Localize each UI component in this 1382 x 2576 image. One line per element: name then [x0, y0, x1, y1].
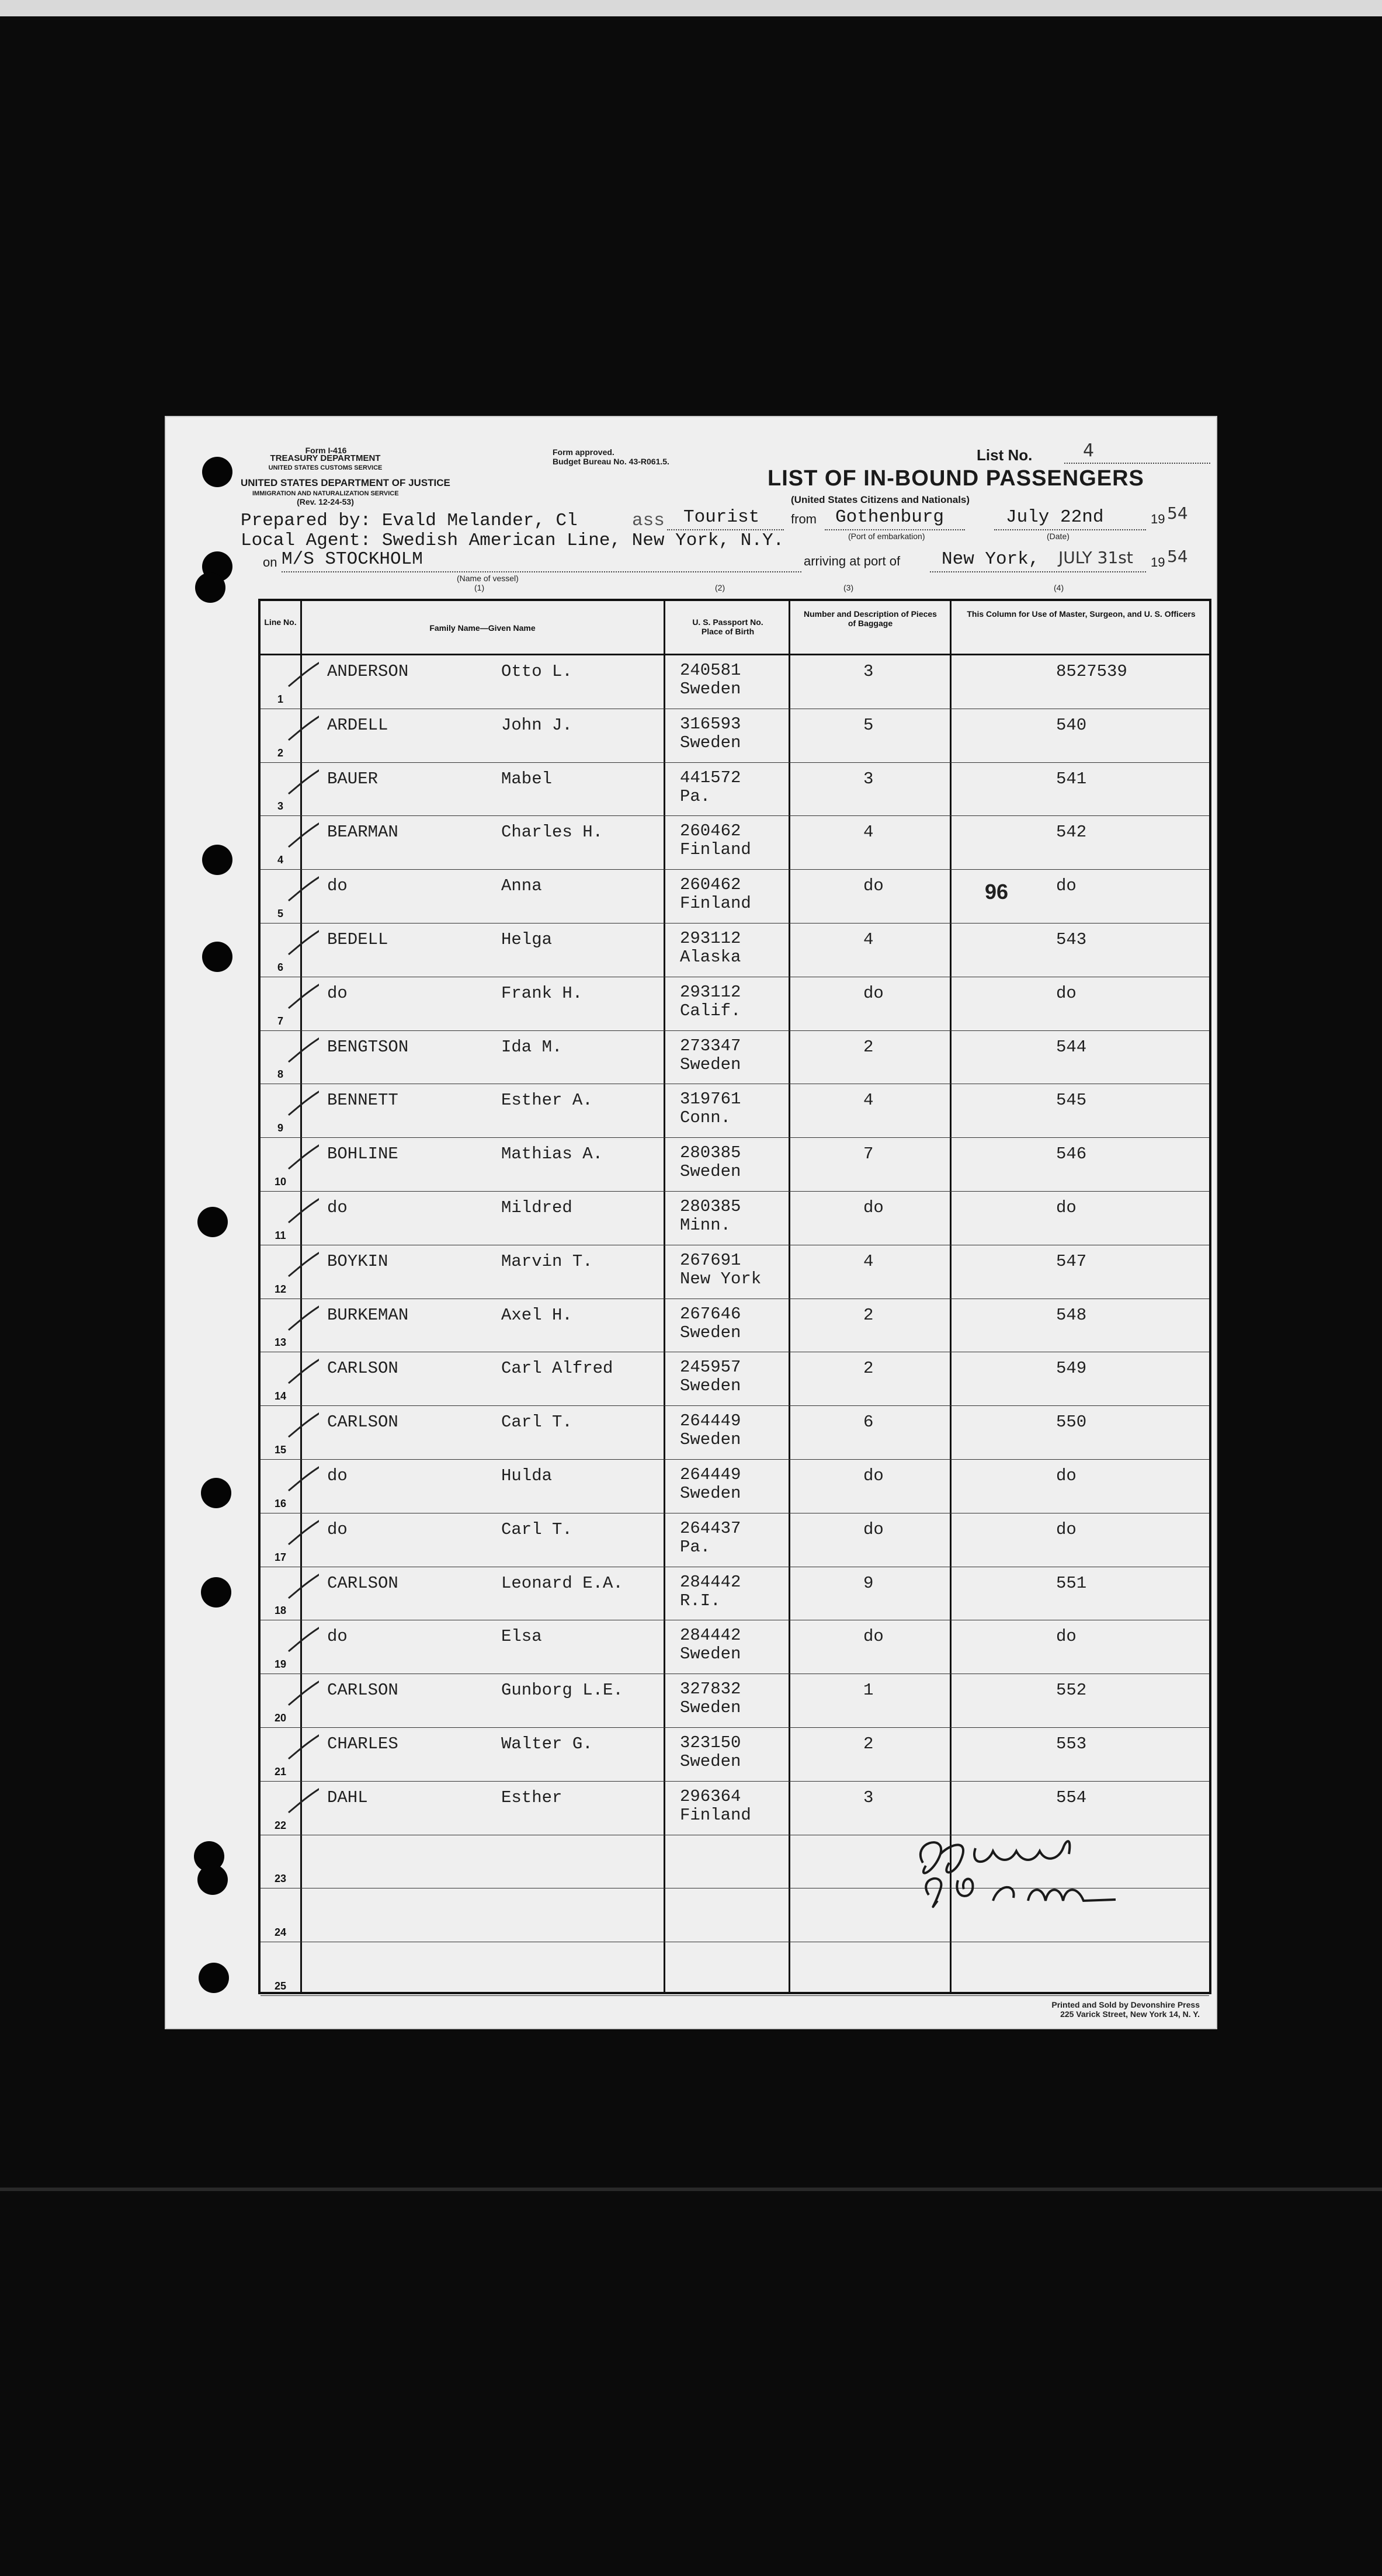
officer-entry: 548 — [1056, 1305, 1087, 1325]
customs-label: UNITED STATES CUSTOMS SERVICE — [268, 464, 383, 471]
family-name: BAUER — [327, 769, 379, 789]
passport-number: 441572 — [680, 768, 741, 787]
line-number: 1 — [277, 693, 283, 705]
col-divider — [664, 601, 665, 1992]
on-label: on — [263, 555, 277, 570]
line-number: 14 — [274, 1390, 287, 1402]
tick-mark-icon — [284, 926, 319, 956]
baggage-count: 4 — [863, 930, 874, 949]
line-number: 10 — [274, 1176, 287, 1188]
place-of-birth: Sweden — [680, 1698, 741, 1718]
tick-mark-icon — [284, 873, 319, 902]
officer-entry: 543 — [1056, 930, 1087, 949]
passport-number: 284442 — [680, 1572, 741, 1592]
budget-bureau: Budget Bureau No. 43-R061.5. — [553, 457, 669, 466]
year-prefix: 19 — [1151, 512, 1165, 526]
officer-entry: 547 — [1056, 1251, 1087, 1271]
given-name: Frank H. — [501, 983, 583, 1003]
given-name: Carl T. — [501, 1519, 572, 1539]
passport-number: 284442 — [680, 1626, 741, 1645]
line-number: 13 — [274, 1336, 287, 1349]
tick-mark-icon — [284, 1463, 319, 1492]
baggage-count: do — [863, 876, 884, 896]
tick-mark-icon — [284, 1785, 319, 1814]
tick-mark-icon — [284, 1516, 319, 1546]
place-of-birth: Pa. — [680, 1537, 711, 1557]
caption-3: (3) — [843, 583, 854, 592]
place-of-birth: Sweden — [680, 1162, 741, 1182]
baggage-count: 3 — [863, 769, 874, 789]
passport-number: 264449 — [680, 1465, 741, 1484]
family-name: do — [327, 1519, 348, 1539]
place-of-birth: Sweden — [680, 1752, 741, 1771]
passport-number: 280385 — [680, 1143, 741, 1163]
family-name: CARLSON — [327, 1573, 398, 1593]
family-name: CARLSON — [327, 1681, 398, 1700]
margin-note: 96 — [985, 880, 1009, 904]
passport-number: 267646 — [680, 1304, 741, 1324]
officer-entry: do — [1056, 1519, 1077, 1539]
tick-mark-icon — [284, 1623, 319, 1652]
header-divider — [261, 654, 1209, 655]
family-name: BOYKIN — [327, 1251, 388, 1271]
caption-2: (2) — [715, 583, 725, 592]
row-divider — [261, 869, 1209, 870]
punch-hole — [199, 1963, 229, 1993]
given-name: Esther — [501, 1787, 562, 1807]
class-value: Tourist — [683, 507, 760, 527]
baggage-count: 7 — [863, 1144, 874, 1164]
line-number: 11 — [275, 1229, 286, 1241]
line-number: 23 — [274, 1873, 287, 1885]
baggage-count: 4 — [863, 1251, 874, 1271]
place-of-birth: Finland — [680, 840, 751, 860]
tick-mark-icon — [284, 1731, 319, 1760]
passport-number: 264449 — [680, 1411, 741, 1431]
family-name: BURKEMAN — [327, 1305, 409, 1325]
embarkation-caption: (Port of embarkation) — [848, 532, 925, 541]
officer-entry: 549 — [1056, 1359, 1087, 1379]
officer-entry: 540 — [1056, 715, 1087, 735]
line-number: 16 — [274, 1497, 287, 1509]
list-number-value: 4 — [1083, 440, 1095, 461]
form-number: Form I-416 — [305, 446, 347, 455]
form-subtitle: (United States Citizens and Nationals) — [791, 494, 970, 505]
line-number: 12 — [274, 1283, 287, 1295]
given-name: Elsa — [501, 1627, 542, 1647]
line-number: 18 — [274, 1605, 287, 1617]
row-divider — [261, 762, 1209, 763]
line-number: 19 — [274, 1658, 287, 1671]
place-of-birth: New York — [680, 1269, 762, 1289]
given-name: Mabel — [501, 769, 553, 789]
given-name: Charles H. — [501, 822, 603, 842]
tick-mark-icon — [284, 819, 319, 848]
officer-entry: do — [1056, 1198, 1077, 1217]
passport-number: 293112 — [680, 982, 741, 1002]
given-name: Helga — [501, 930, 553, 949]
passport-number: 267691 — [680, 1250, 741, 1270]
row-divider — [261, 923, 1209, 924]
given-name: Esther A. — [501, 1091, 593, 1110]
officer-entry: 553 — [1056, 1734, 1087, 1754]
given-name: Marvin T. — [501, 1251, 593, 1271]
local-agent: Local Agent: Swedish American Line, New York, N.Y. — [241, 530, 784, 551]
punch-hole — [202, 845, 232, 875]
tick-mark-icon — [284, 658, 319, 688]
passenger-table — [258, 599, 1211, 1994]
col-header-officers: This Column for Use of Master, Surgeon, and U. S. Officers — [967, 609, 1196, 619]
family-name: do — [327, 1627, 348, 1647]
col-divider — [300, 601, 302, 1992]
arrival-date: JULY 31st — [1058, 548, 1133, 567]
officer-entry: 552 — [1056, 1681, 1087, 1700]
year-prefix-2: 19 — [1151, 555, 1165, 570]
given-name: Walter G. — [501, 1734, 593, 1754]
row-divider — [261, 1405, 1209, 1406]
officer-entry: 546 — [1056, 1144, 1087, 1164]
vessel-caption: (Name of vessel) — [457, 574, 519, 583]
family-name: CARLSON — [327, 1412, 398, 1432]
family-name: do — [327, 983, 348, 1003]
inspector-signature — [905, 1831, 1151, 1918]
punch-hole — [201, 1577, 231, 1608]
passport-number: 273347 — [680, 1036, 741, 1056]
punch-hole — [201, 1478, 231, 1508]
col-divider — [789, 601, 790, 1992]
baggage-count: 2 — [863, 1734, 874, 1754]
baggage-count: 6 — [863, 1412, 874, 1432]
arrival-year: 54 — [1167, 547, 1188, 566]
scan-top-strip — [0, 0, 1382, 16]
revision-label: (Rev. 12-24-53) — [297, 497, 354, 506]
baggage-count: 3 — [863, 662, 874, 681]
passport-number: 280385 — [680, 1197, 741, 1216]
officer-entry: 542 — [1056, 822, 1087, 842]
line-number: 21 — [274, 1765, 287, 1777]
manifest-sheet — [165, 416, 1217, 2029]
family-name: DAHL — [327, 1787, 368, 1807]
place-of-birth: R.I. — [680, 1591, 721, 1610]
vessel-line — [282, 571, 801, 572]
place-of-birth: Sweden — [680, 679, 741, 699]
officer-entry: do — [1056, 983, 1077, 1003]
baggage-count: 2 — [863, 1305, 874, 1325]
caption-1: (1) — [474, 583, 485, 592]
from-line — [825, 529, 965, 530]
given-name: Ida M. — [501, 1037, 562, 1057]
passport-number: 319761 — [680, 1089, 741, 1109]
family-name: ANDERSON — [327, 662, 409, 681]
passport-number: 327832 — [680, 1679, 741, 1699]
officer-entry: 550 — [1056, 1412, 1087, 1432]
passport-number: 240581 — [680, 661, 741, 680]
given-name: Mathias A. — [501, 1144, 603, 1164]
place-of-birth: Pa. — [680, 786, 711, 806]
line-number: 7 — [277, 1015, 283, 1027]
line-number: 9 — [277, 1122, 283, 1134]
tick-mark-icon — [284, 766, 319, 795]
row-divider — [261, 1995, 1209, 1996]
col-header-line-no: Line No. — [264, 617, 297, 627]
place-of-birth: Sweden — [680, 1484, 741, 1503]
justice-label: UNITED STATES DEPARTMENT OF JUSTICE — [241, 477, 450, 488]
line-number: 6 — [277, 961, 283, 973]
line-number: 8 — [277, 1068, 283, 1081]
baggage-count: 3 — [863, 1787, 874, 1807]
tick-mark-icon — [284, 1248, 319, 1277]
line-number: 3 — [277, 800, 283, 813]
officer-entry: 8527539 — [1056, 662, 1127, 681]
departure-date: July 22nd — [1006, 507, 1104, 527]
line-number: 5 — [277, 908, 283, 919]
passport-number: 260462 — [680, 875, 741, 895]
punch-hole — [197, 1207, 228, 1237]
baggage-count: 4 — [863, 1091, 874, 1110]
row-divider — [261, 1191, 1209, 1192]
given-name: Carl T. — [501, 1412, 572, 1432]
place-of-birth: Conn. — [680, 1108, 731, 1128]
tick-mark-icon — [284, 1034, 319, 1063]
tick-mark-icon — [284, 1409, 319, 1438]
passport-number: 264437 — [680, 1518, 741, 1538]
tick-mark-icon — [284, 1087, 319, 1116]
printer-line-1: Printed and Sold by Devonshire Press — [1051, 2000, 1200, 2009]
row-divider — [261, 1137, 1209, 1138]
baggage-count: do — [863, 1198, 884, 1217]
from-label: from — [791, 512, 817, 526]
given-name: Gunborg L.E. — [501, 1681, 623, 1700]
row-divider — [261, 1781, 1209, 1782]
tick-mark-icon — [284, 980, 319, 1009]
officer-entry: 544 — [1056, 1037, 1087, 1057]
family-name: CARLSON — [327, 1359, 398, 1379]
family-name: BEDELL — [327, 930, 388, 949]
family-name: do — [327, 1198, 348, 1217]
svg-text:L J Dowd: L J Dowd — [911, 1912, 914, 1913]
row-divider — [261, 1727, 1209, 1728]
passport-number: 296364 — [680, 1786, 741, 1806]
baggage-count: 5 — [863, 715, 874, 735]
line-number: 4 — [277, 854, 283, 866]
passport-number: 293112 — [680, 929, 741, 948]
punch-hole — [202, 942, 232, 972]
place-of-birth: Sweden — [680, 1322, 741, 1342]
departure-year: 54 — [1167, 504, 1188, 523]
family-name: BEARMAN — [327, 822, 398, 842]
given-name: Carl Alfred — [501, 1359, 613, 1379]
given-name: Anna — [501, 876, 542, 896]
line-number: 15 — [274, 1444, 287, 1456]
date-caption: (Date) — [1047, 532, 1070, 541]
family-name: BENGTSON — [327, 1037, 409, 1057]
baggage-count: do — [863, 1466, 884, 1485]
family-name: do — [327, 876, 348, 896]
date-line — [994, 529, 1146, 530]
family-name: BENNETT — [327, 1091, 398, 1110]
family-name: ARDELL — [327, 715, 388, 735]
arrival-line — [930, 571, 1146, 572]
embarkation-port: Gothenburg — [835, 507, 945, 527]
officer-entry: do — [1056, 1627, 1077, 1647]
col-header-name: Family Name—Given Name — [429, 623, 536, 633]
place-of-birth: Finland — [680, 1805, 751, 1825]
tick-mark-icon — [284, 1570, 319, 1599]
given-name: Mildred — [501, 1198, 572, 1217]
place-of-birth: Sweden — [680, 1430, 741, 1450]
vessel-name: M/S STOCKHOLM — [282, 549, 423, 570]
officer-entry: do — [1056, 876, 1077, 896]
printer-line-2: 225 Varick Street, New York 14, N. Y. — [1060, 2009, 1200, 2019]
family-name: CHARLES — [327, 1734, 398, 1754]
officer-entry: 545 — [1056, 1091, 1087, 1110]
passport-number: 245957 — [680, 1358, 741, 1377]
list-number-label: List No. — [977, 446, 1033, 464]
baggage-count: 4 — [863, 822, 874, 842]
line-number: 25 — [274, 1980, 287, 1992]
place-of-birth: Sweden — [680, 1054, 741, 1074]
passport-number: 323150 — [680, 1733, 741, 1752]
form-title: LIST OF IN-BOUND PASSENGERS — [768, 466, 1144, 491]
given-name: John J. — [501, 715, 572, 735]
tick-mark-icon — [284, 1195, 319, 1224]
col-divider — [950, 601, 952, 1992]
place-of-birth: Calif. — [680, 1001, 741, 1020]
line-number: 22 — [274, 1819, 287, 1831]
place-of-birth: Sweden — [680, 1644, 741, 1664]
arriving-label: arriving at port of — [804, 554, 901, 568]
officer-entry: 554 — [1056, 1787, 1087, 1807]
officer-entry: do — [1056, 1466, 1077, 1485]
passport-number: 316593 — [680, 714, 741, 734]
baggage-count: do — [863, 1627, 884, 1647]
baggage-count: 9 — [863, 1573, 874, 1593]
family-name: do — [327, 1466, 348, 1485]
line-number: 24 — [274, 1926, 287, 1939]
row-divider — [261, 815, 1209, 816]
film-edge-line — [0, 2188, 1382, 2191]
tick-mark-icon — [284, 712, 319, 741]
place-of-birth: Minn. — [680, 1216, 731, 1235]
family-name: BOHLINE — [327, 1144, 398, 1164]
prepared-by: Prepared by: Evald Melander, Cl — [241, 511, 578, 531]
baggage-count: 2 — [863, 1037, 874, 1057]
given-name: Axel H. — [501, 1305, 572, 1325]
ins-label: IMMIGRATION AND NATURALIZATION SERVICE — [252, 490, 399, 497]
place-of-birth: Finland — [680, 894, 751, 914]
row-divider — [261, 1459, 1209, 1460]
form-approved: Form approved. — [553, 447, 614, 457]
passport-number: 260462 — [680, 821, 741, 841]
list-number-line — [1064, 463, 1210, 464]
arrival-port: New York, — [942, 549, 1040, 570]
baggage-count: do — [863, 983, 884, 1003]
punch-hole — [195, 572, 225, 603]
tick-mark-icon — [284, 1302, 319, 1331]
col-header-baggage: Number and Description of Pieces of Baggage — [804, 609, 937, 628]
row-divider — [261, 1030, 1209, 1031]
line-number: 17 — [274, 1551, 287, 1563]
col-header-passport: U. S. Passport No. Place of Birth — [692, 617, 763, 636]
tick-mark-icon — [284, 1355, 319, 1384]
baggage-count: do — [863, 1519, 884, 1539]
baggage-count: 2 — [863, 1359, 874, 1379]
given-name: Otto L. — [501, 662, 572, 681]
place-of-birth: Sweden — [680, 1376, 741, 1396]
given-name: Leonard E.A. — [501, 1573, 623, 1593]
tick-mark-icon — [284, 1677, 319, 1706]
tick-mark-icon — [284, 1141, 319, 1170]
treasury-label: TREASURY DEPARTMENT — [270, 453, 381, 463]
place-of-birth: Alaska — [680, 947, 741, 967]
line-number: 2 — [277, 747, 283, 759]
caption-4: (4) — [1054, 583, 1064, 592]
place-of-birth: Sweden — [680, 732, 741, 752]
class-label: ass — [632, 511, 665, 531]
given-name: Hulda — [501, 1466, 553, 1485]
punch-hole — [202, 457, 232, 487]
punch-hole — [197, 1865, 228, 1895]
officer-entry: 551 — [1056, 1573, 1087, 1593]
line-number: 20 — [274, 1712, 287, 1724]
baggage-count: 1 — [863, 1681, 874, 1700]
officer-entry: 541 — [1056, 769, 1087, 789]
